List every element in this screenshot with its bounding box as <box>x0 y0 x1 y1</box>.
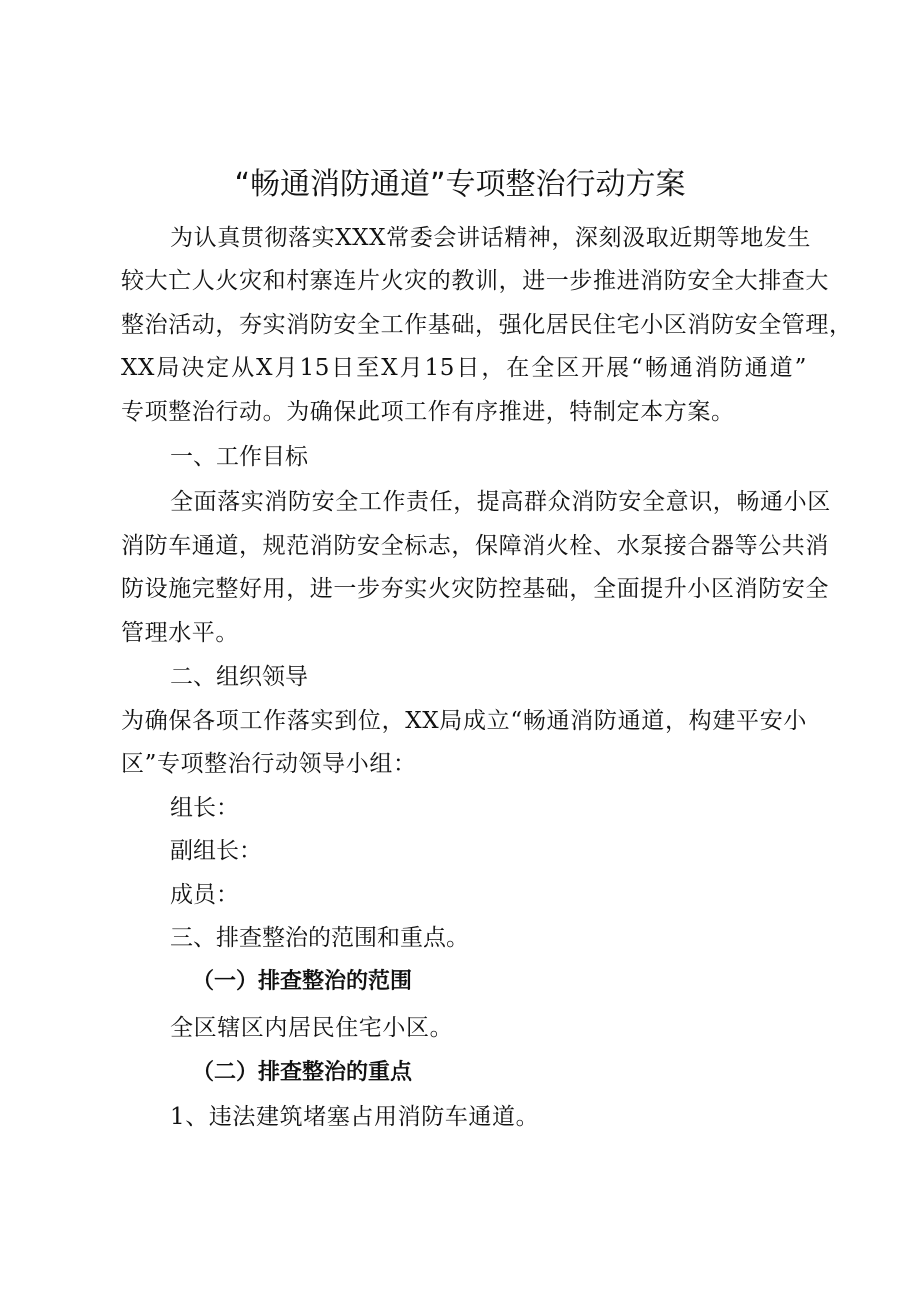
goals-line-2: 消防车通道，规范消防安全标志，保障消火栓、水泵接合器等公共消 <box>121 533 829 559</box>
goals-line-4: 管理水平。 <box>121 620 239 646</box>
intro-line-1: 为认真贯彻落实XXX常委会讲话精神，深刻汲取近期等地发生 <box>170 225 811 251</box>
intro-line-5: 专项整治行动。为确保此项工作有序推进，特制定本方案。 <box>121 399 735 425</box>
organization-line-2: 区”专项整治行动领导小组： <box>121 751 417 777</box>
intro-line-4: XX局决定从X月15日至X月15日，在全区开展“畅通消防通道” <box>121 355 807 381</box>
subsection-heading-focus: （二）排查整治的重点 <box>192 1060 413 1085</box>
intro-line-2: 较大亡人火灾和村寨连片火灾的教训，进一步推进消防安全大排查大 <box>121 268 829 294</box>
document-title: “畅通消防通道”专项整治行动方案 <box>234 167 686 202</box>
deputy-leader-label: 副组长： <box>170 838 262 864</box>
intro-line-3: 整治活动，夯实消防安全工作基础，强化居民住宅小区消防安全管理， <box>121 312 853 338</box>
scope-text: 全区辖区内居民住宅小区。 <box>170 1015 454 1041</box>
organization-line-1: 为确保各项工作落实到位，XX局成立“畅通消防通道，构建平安小 <box>121 708 807 734</box>
goals-line-1: 全面落实消防安全工作责任，提高群众消防安全意识，畅通小区 <box>170 489 831 515</box>
goals-line-3: 防设施完整好用，进一步夯实火灾防控基础，全面提升小区消防安全 <box>121 576 829 602</box>
subsection-heading-scope: （一）排查整治的范围 <box>192 969 413 994</box>
focus-item-1: 1、违法建筑堵塞占用消防车通道。 <box>170 1104 540 1130</box>
members-label: 成员： <box>170 882 239 908</box>
leader-label: 组长： <box>170 795 239 821</box>
section-heading-scope: 三、排查整治的范围和重点。 <box>170 925 469 951</box>
section-heading-organization: 二、组织领导 <box>170 664 308 690</box>
section-heading-goals: 一、工作目标 <box>170 444 308 470</box>
